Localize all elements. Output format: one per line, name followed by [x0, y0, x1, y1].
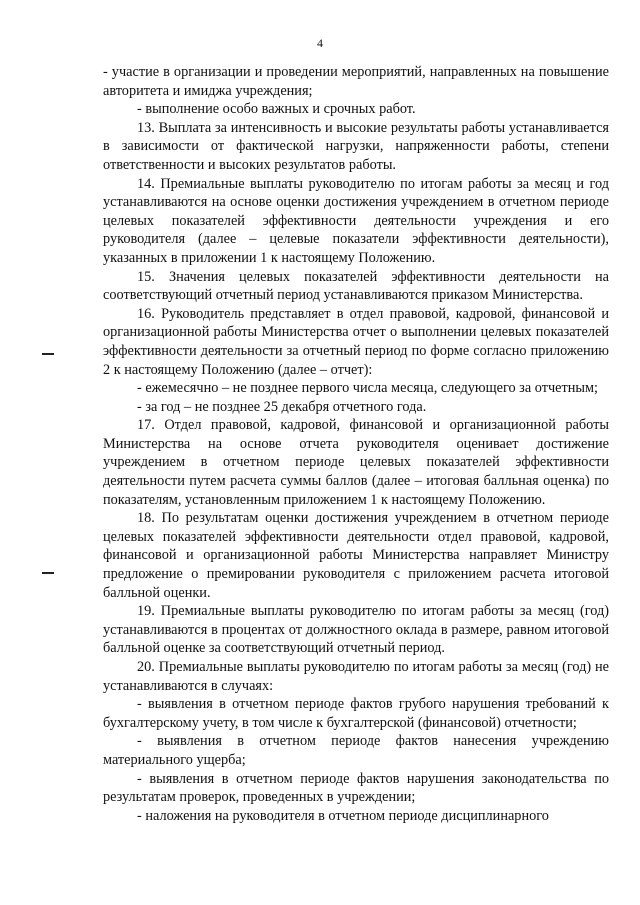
page-number: 4	[317, 36, 323, 50]
paragraph-clause-16: 16. Руководитель представляет в отдел правовой, кадровой, финансовой и организационной работы Министерства отчет о выполнении целевых показателей эффективности деятельности за отчетный период по форме согласно приложению 2 к настоящему Положению (далее – отчет):	[103, 305, 609, 378]
paragraph-clause-14: 14. Премиальные выплаты руководителю по итогам работы за месяц и год устанавливаются на основе оценки достижения учреждением в отчетном периоде целевых показателей эффективности деятельности учреждения и его руководителя (далее – целевые показатели эффективности деятельности), указанных в приложении 1 к настоящему Положению.	[103, 175, 609, 266]
paragraph-list-item: - участие в организации и проведении мероприятий, направленных на повышение авторитета и имиджа учреждения;	[103, 64, 609, 99]
paragraph-clause-18: 18. По результатам оценки достижения учреждением в отчетном периоде целевых показателей эффективности деятельности отдел правовой, кадровой, финансовой и организационной работы Министерства направляет Министру предложение о премировании руководителя с приложением расчета итоговой балльной оценки.	[103, 510, 609, 601]
paragraph-list-item: - выявления в отчетном периоде фактов нанесения учреждению материального ущерба;	[103, 733, 609, 768]
paragraph-clause-20: 20. Премиальные выплаты руководителю по итогам работы за месяц (год) не устанавливаются в случаях:	[103, 659, 609, 694]
paragraph-list-item: - ежемесячно – не позднее первого числа месяца, следующего за отчетным;	[137, 380, 599, 397]
paragraph-list-item: - за год – не позднее 25 декабря отчетного года.	[137, 398, 427, 415]
paragraph-list-item: - выявления в отчетном периоде фактов нарушения законодательства по результатам проверок, проведенных в учреждении;	[103, 770, 609, 806]
paragraph-list-item: - наложения на руководителя в отчетном периоде дисциплинарного	[137, 807, 549, 824]
paragraph-clause-17: 17. Отдел правовой, кадровой, финансовой и организационной работы Министерства на основе отчета руководителя оценивает достижение учреждением в отчетном периоде целевых показателей эффективности деятельности путем расчета суммы баллов (далее – итоговая балльная оценка) по показателям, установленным приложением 1 к настоящему Положению.	[103, 417, 609, 508]
margin-dash-mark	[42, 572, 54, 574]
paragraph-clause-13: 13. Выплата за интенсивность и высокие результаты работы устанавливается в зависимости от фактической нагрузки, напряженности работы, степени ответственности и высоких результатов работы.	[103, 119, 609, 173]
margin-dash-mark	[42, 353, 54, 355]
paragraph-list-item: - выполнение особо важных и срочных работ.	[137, 101, 416, 118]
paragraph-clause-15: 15. Значения целевых показателей эффективности деятельности на соответствующий отчетный период устанавливаются приказом Министерства.	[103, 268, 609, 304]
paragraph-clause-19: 19. Премиальные выплаты руководителю по итогам работы за месяц (год) устанавливаются в процентах от должностного оклада в размере, равном итоговой балльной оценке за соответствующий отчетный период.	[103, 603, 609, 657]
paragraph-list-item: - выявления в отчетном периоде фактов грубого нарушения требований к бухгалтерскому учету, в том числе к бухгалтерской (финансовой) отчетности;	[103, 696, 609, 731]
document-body	[103, 63, 609, 825]
